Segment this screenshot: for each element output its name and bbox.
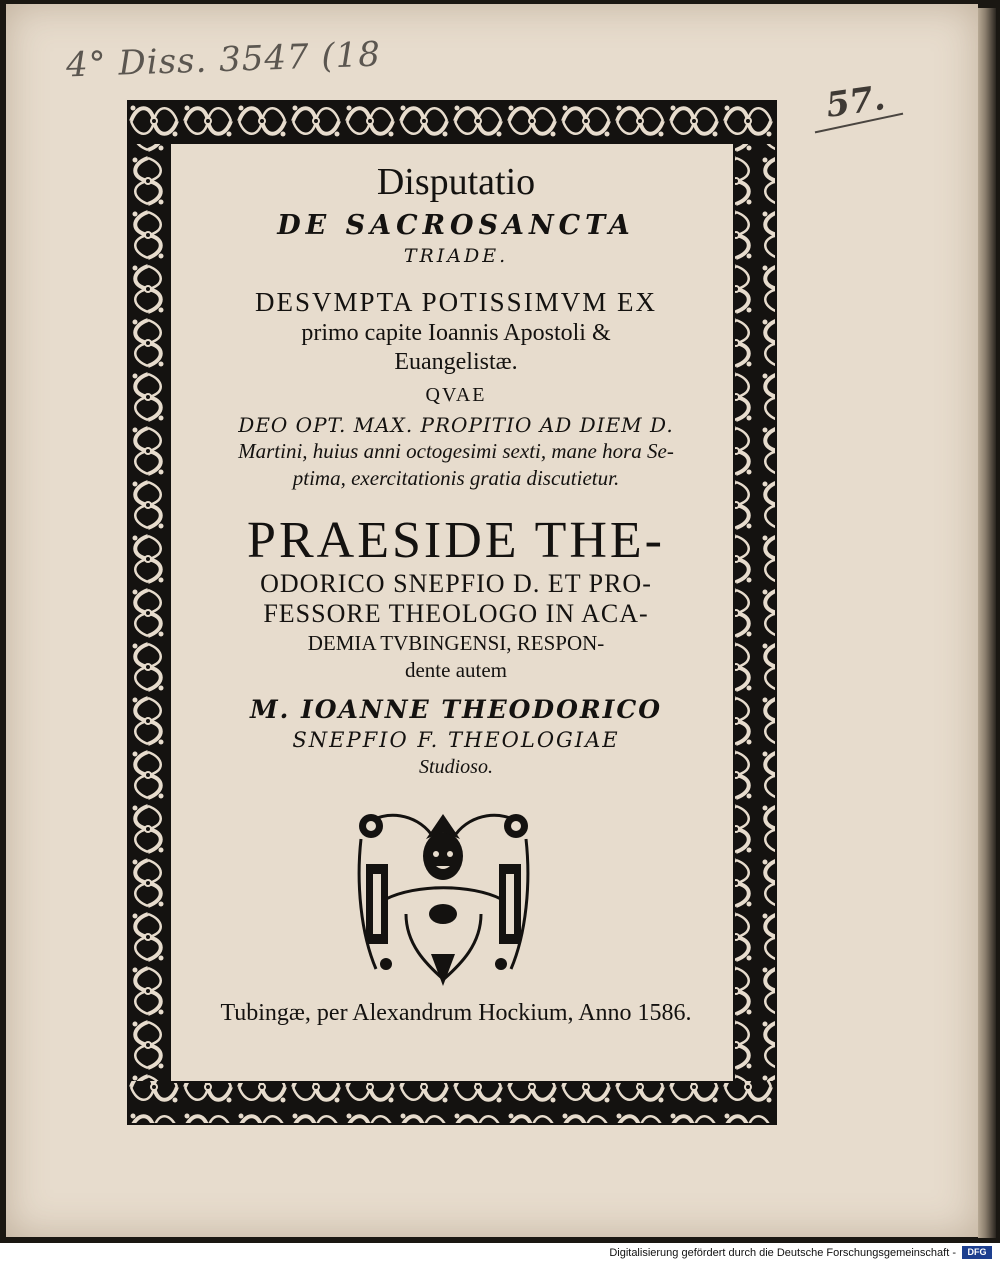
praeside-line: ODORICO SNEPFIO D. ET PRO- <box>260 569 652 598</box>
subtitle-line: primo capite Ioannis Apostoli & <box>301 320 611 346</box>
page-edge <box>978 8 996 1238</box>
digitization-footer <box>0 1243 1000 1263</box>
praeside-line: DEMIA TVBINGENSI, RESPON- <box>307 631 605 655</box>
title-line: TRIADE. <box>403 245 509 267</box>
title-block <box>181 154 731 779</box>
praeside-line: PRAESIDE THE- <box>247 512 665 569</box>
page-number-annotation: 57. <box>823 78 888 126</box>
subtitle-line: Euangelistæ. <box>394 349 518 375</box>
imprint-line: Tubingæ, per Alexandrum Hockium, Anno 1586. <box>220 1000 692 1026</box>
document-page <box>6 4 978 1237</box>
respondent-line: Studioso. <box>419 756 493 778</box>
praeside-line: FESSORE THEOLOGO IN ACA- <box>263 599 649 628</box>
title-line: Disputatio <box>376 161 536 203</box>
footer-credit: Digitalisierung gefördert durch die Deutsche Forschungsgemeinschaft - <box>609 1247 956 1259</box>
respondent-line: SNEPFIO F. THEOLOGIAE <box>292 728 620 752</box>
printers-ornament-woodcut <box>346 804 541 989</box>
date-line: Martini, huius anni octogesimi sexti, mane hora Se- <box>238 439 674 463</box>
shelfmark-annotation: 4° Diss. 3547 (18 <box>65 34 382 86</box>
quae-line: QVAE <box>425 384 487 406</box>
date-line: ptima, exercitationis gratia discutietur. <box>292 466 620 490</box>
dfg-logo: DFG <box>962 1246 992 1259</box>
date-line: DEO OPT. MAX. PROPITIO AD DIEM D. <box>238 413 674 437</box>
subtitle-line: DESVMPTA POTISSIMVM EX <box>255 287 657 317</box>
title-line: DE SACROSANCTA <box>277 210 635 241</box>
respondent-line: M. IOANNE THEODORICO <box>249 695 663 724</box>
praeside-line: dente autem <box>404 658 508 682</box>
